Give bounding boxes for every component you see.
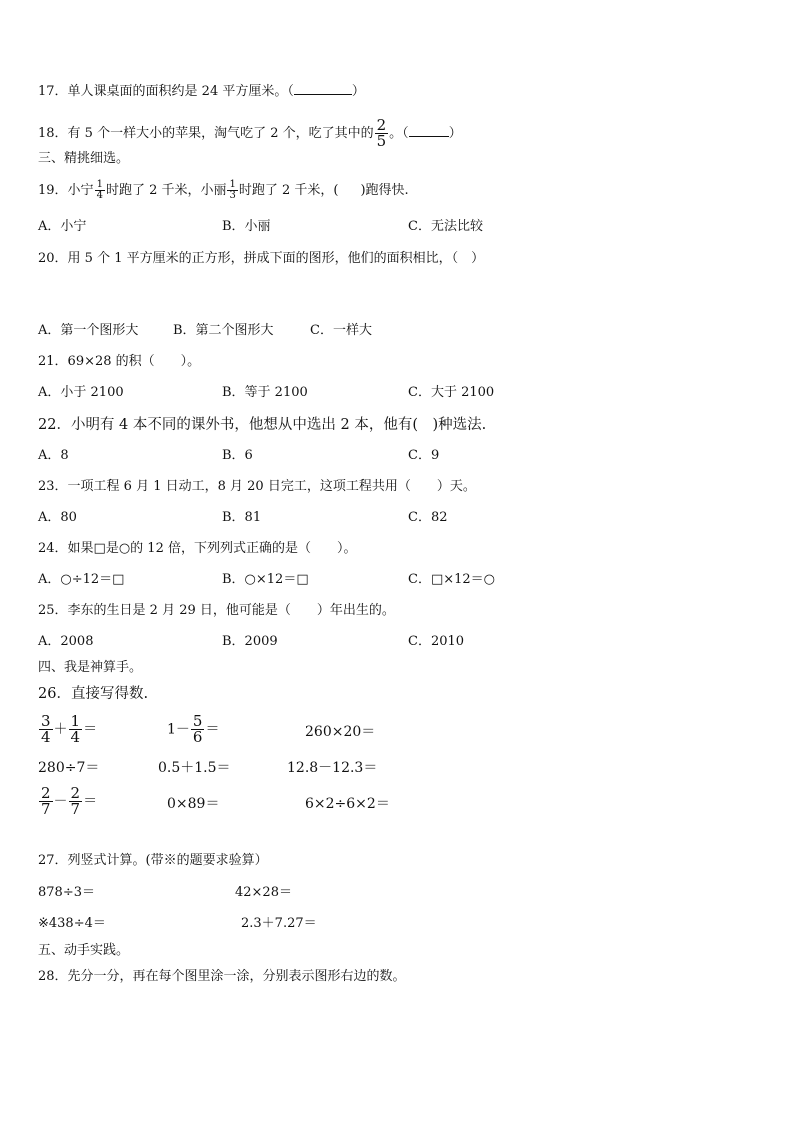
calc-r1c3: 260×20＝ [305,724,376,740]
question-text: 先分一分，再在每个图里涂一涂，分别表示图形右边的数。 [67,969,406,984]
answer-blank[interactable] [409,124,449,137]
question-number: 20． [38,251,68,266]
option-c[interactable]: C．□×12＝○ [408,572,496,587]
question-number: 26． [38,686,71,702]
question-text: 列竖式计算。(带※的题要求验算） [67,853,268,868]
question-number: 19． [38,183,68,198]
option-c[interactable]: C．无法比较 [408,219,483,234]
question-20 [38,250,484,268]
vertical-calc-1: 878÷3＝ [38,885,95,900]
question-21 [38,353,200,371]
question-number: 17． [38,84,68,99]
calc-r1c1: $\frac{3}{4}$ ＋ $\frac{1}{4}$ ＝ [41,712,98,746]
calc-r3c1: $\frac{2}{7}$ － $\frac{2}{7}$ ＝ [41,784,98,818]
fraction: $\frac{2}{7}$ [41,784,51,818]
fraction: $\frac{5}{6}$ [192,712,203,746]
calc-r2c1: 280÷7＝ [38,760,100,776]
calc-r3c3: 6×2÷6×2＝ [305,796,390,812]
question-number: 24． [38,541,68,556]
question-text: 单人课桌面的面积约是 24 平方厘米。 [67,84,288,99]
question-text: 用 5 个 1 平方厘米的正方形，拼成下面的图形，他们的面积相比，（ ） [67,251,485,266]
question-number: 25． [38,603,68,618]
vertical-calc-2: 42×28＝ [235,885,292,900]
option-a[interactable]: A．○÷12＝□ [38,572,125,587]
question-28 [38,968,406,986]
vertical-calc-3: ※438÷4＝ [38,916,106,931]
question-text: 小明有 4 本不同的课外书，他想从中选出 2 本，他有( )种选法. [70,417,487,433]
question-number: 18． [38,126,68,141]
question-text: 一项工程 6 月 1 日动工，8 月 20 日完工，这项工程共用（ ）天。 [67,479,476,494]
option-c[interactable]: C．82 [408,510,448,525]
question-25 [38,602,395,620]
question-27 [38,852,268,870]
question-number: 27． [38,853,68,868]
option-c[interactable]: C．9 [408,448,440,463]
fraction: $\frac{3}{4}$ [41,712,51,746]
option-c[interactable]: C．2010 [408,634,465,649]
option-a[interactable]: A．80 [38,510,77,525]
option-c[interactable]: C．大于 2100 [408,385,495,400]
question-19: 19．小宁 $\frac{1}{4}$ 时跑了 2 千米，小丽 $\frac{1}{3}$ 时跑了 2 千米，( )跑得快. [38,179,409,201]
question-number: 21． [38,354,68,369]
option-b[interactable]: B．第二个图形大 [173,323,274,338]
option-b[interactable]: B．81 [222,510,262,525]
option-b[interactable]: B．6 [222,448,253,463]
calc-r1c2: 1－ $\frac{5}{6}$ ＝ [167,712,220,746]
option-b[interactable]: B．小丽 [222,219,271,234]
option-a[interactable]: A．小宁 [38,219,87,234]
option-b[interactable]: B．○×12＝□ [222,572,309,587]
option-a[interactable]: A．小于 2100 [38,385,124,400]
question-17: 17．单人课桌面的面积约是 24 平方厘米。（ ） [38,84,365,99]
question-24 [38,540,356,558]
answer-blank[interactable] [294,82,352,95]
section-heading-5: 五、动手实践。 [38,943,130,958]
calc-r3c2: 0×89＝ [167,796,220,812]
vertical-calc-4: 2.3＋7.27＝ [241,916,317,931]
question-text: 直接写得数. [70,686,149,702]
fraction: $\frac{1}{3}$ [229,179,236,201]
option-b[interactable]: B．2009 [222,634,278,649]
calc-r2c3: 12.8－12.3＝ [287,760,378,776]
option-a[interactable]: A．8 [38,448,69,463]
question-23 [38,478,476,496]
fraction: $\frac{2}{7}$ [70,784,81,818]
option-a[interactable]: A．第一个图形大 [38,323,139,338]
question-text: 有 5 个一样大小的苹果，淘气吃了 2 个，吃了其中的 [67,126,374,141]
question-26 [38,685,148,703]
question-text: 如果□是○的 12 倍，下列列式正确的是（ ）。 [67,541,357,556]
option-c[interactable]: C．一样大 [310,323,372,338]
question-number: 22． [38,417,71,433]
fraction: $\frac{1}{4}$ [70,712,81,746]
option-b[interactable]: B．等于 2100 [222,385,308,400]
question-22 [38,416,486,434]
question-text: 69×28 的积（ ）。 [67,354,201,369]
question-18: 18．有 5 个一样大小的苹果，淘气吃了 2 个，吃了其中的 $\frac{2}{5}$ 。（ ） [38,116,462,150]
question-text: 李东的生日是 2 月 29 日，他可能是（ ）年出生的。 [67,603,395,618]
option-a[interactable]: A．2008 [38,634,94,649]
question-number: 28． [38,969,68,984]
section-heading-4: 四、我是神算手。 [38,660,143,675]
section-heading-3: 三、精挑细选。 [38,151,130,166]
fraction: $\frac{1}{4}$ [96,179,103,201]
fraction: $\frac{2}{5}$ [376,116,387,150]
question-number: 23． [38,479,68,494]
calc-r2c2: 0.5＋1.5＝ [158,760,231,776]
